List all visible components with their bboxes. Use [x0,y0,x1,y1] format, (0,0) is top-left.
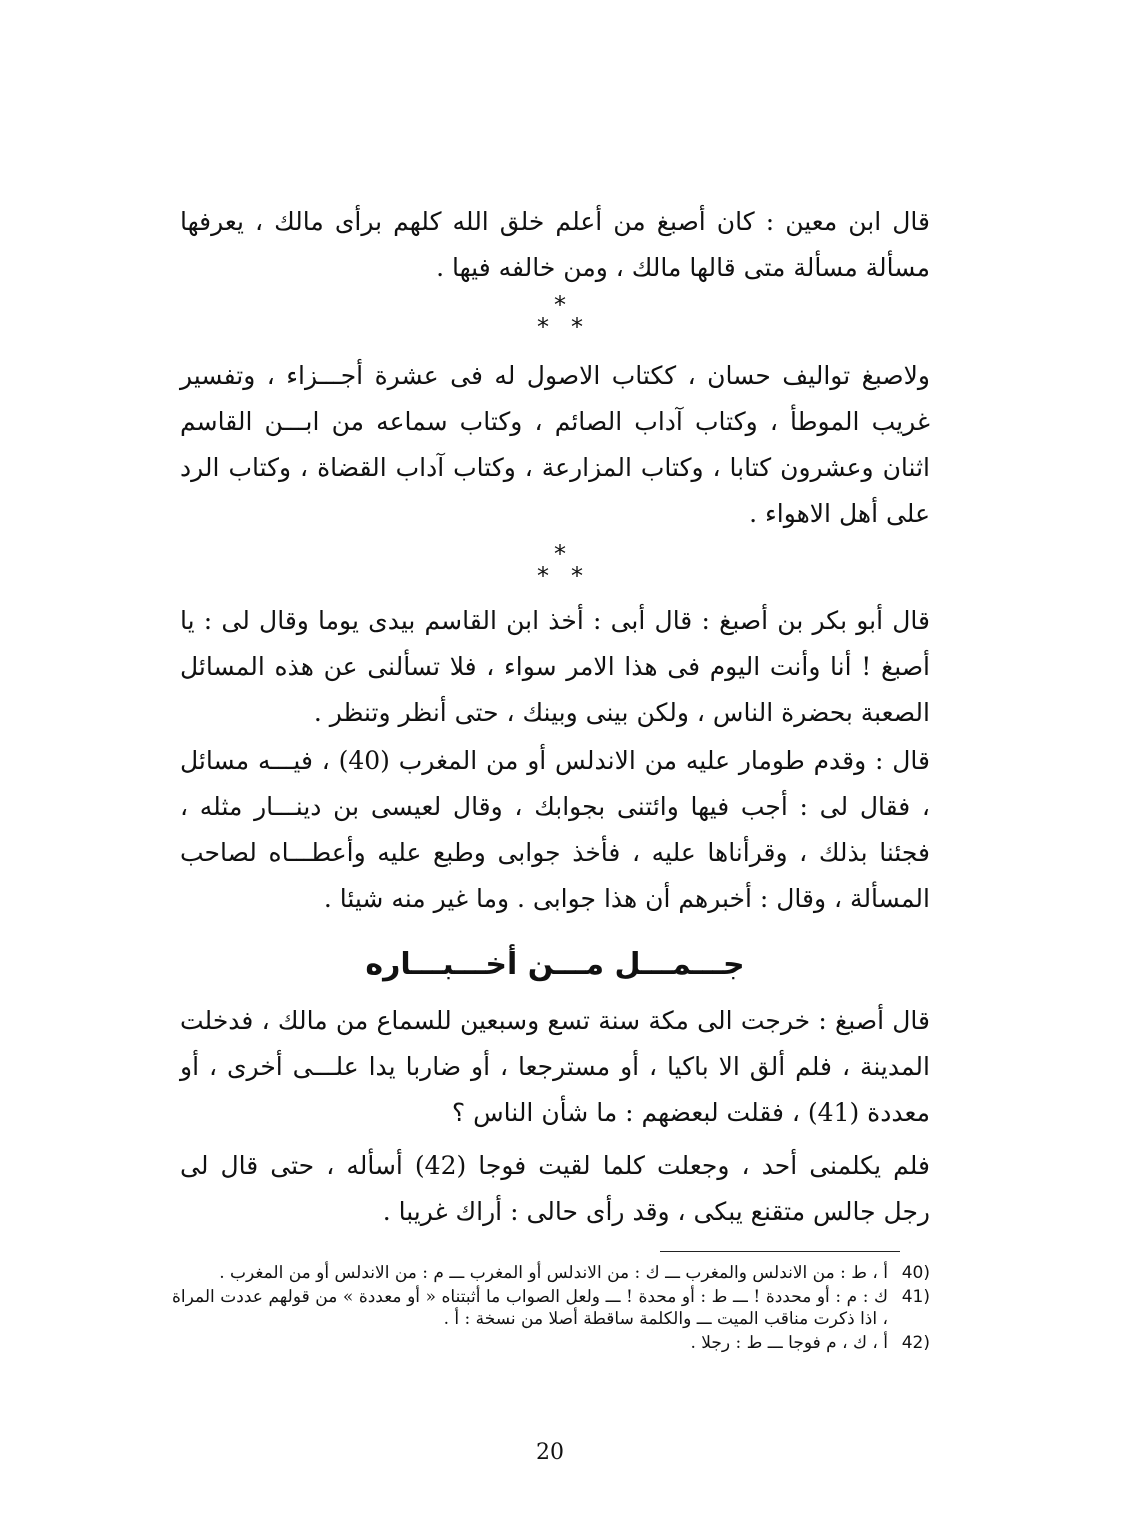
star: * [537,562,571,590]
footnote-divider [660,1251,900,1252]
footnote-item [172,1332,930,1354]
star: * [571,313,605,341]
page-number: 20 [536,1440,564,1465]
footnote-text: أ ، ك ، م فوجا ـــ ط : رجلا . [690,1333,888,1353]
star: * [554,540,566,568]
star: * [571,562,605,590]
paragraph-tumar: قال : وقدم طومار عليه من الاندلس أو من المغرب (40) ، فيـــه مسائل ، فقال لى : أجب فيها وائتنى بجوابك ، وقال لعيسى بن دينـــار مثله ، فجئنا بذلك ، وقرأناها عليه ، فأخذ جوابى وطبع عليه وأعطـــاه لصاحب المسألة ، وقال : أخبرهم أن هذا جوابى . وما غير منه شيئا . [180,746,930,913]
paragraph-works: ولاصبغ تواليف حسان ، ككتاب الاصول له فى عشرة أجـــزاء ، وتفسير غريب الموطأ ، وكتاب آداب الصائم ، وكتاب سماعه من ابـــن القاسم اثنان وعشرون كتابا ، وكتاب المزارعة ، وكتاب آداب القضاة ، وكتاب الرد على أهل الاهواء . [180,361,930,528]
footnote-number: 42) [901,1333,930,1353]
paragraph-ibn-main: قال ابن معين : كان أصبغ من أعلم خلق الله كلهم برأى مالك ، يعرفها مسألة مسألة متى قالها مالك ، ومن خالفه فيها . [180,207,930,282]
section-heading: جـــمـــل مـــن أخـــبـــاره [365,947,745,982]
footnote-number: 41) [901,1287,930,1307]
footnote-text: أ ، ط : من الاندلس والمغرب ـــ ك : من الاندلس أو المغرب ـــ م : من الاندلس أو من المغرب . [219,1263,888,1283]
footnote-item [172,1286,930,1330]
footnotes [172,1262,930,1356]
separator-stars-1 [500,291,620,341]
footnote-text: ك : م : أو محددة ! ـــ ط : أو محدة ! ـــ ولعل الصواب ما أثبتناه « أو معددة » من قولهم عددت المراة ، اذا ذكرت مناقب الميت ـــ والكلمة ساقطة أصلا من نسخة : أ . [172,1287,888,1329]
paragraph-abu-bakr: قال أبو بكر بن أصبغ : قال أبى : أخذ ابن القاسم بيدى يوما وقال لى : يا أصبغ ! أنا وأنت اليوم فى هذا الامر سواء ، فلا تسألنى عن هذه المسائل الصعبة بحضرة الناس ، ولكن بينى وبينك ، حتى أنظر وتنظر . [180,606,930,727]
star: * [537,313,571,341]
footnote-number: 40) [901,1263,930,1283]
star: * [554,291,566,319]
paragraph-mecca: قال أصبغ : خرجت الى مكة سنة تسع وسبعين للسماع من مالك ، فدخلت المدينة ، فلم ألق الا باكيا ، أو مسترجعا ، أو ضاربا يدا علـــى أخرى ، أو معددة (41) ، فقلت لبعضهم : ما شأن الناس ؟ [180,1006,930,1127]
separator-stars-2 [500,540,620,590]
footnote-item [172,1262,930,1284]
paragraph-rajul: فلم يكلمنى أحد ، وجعلت كلما لقيت فوجا (42) أسأله ، حتى قال لى رجل جالس متقنع يبكى ، وقد رأى حالى : أراك غريبا . [180,1151,930,1226]
